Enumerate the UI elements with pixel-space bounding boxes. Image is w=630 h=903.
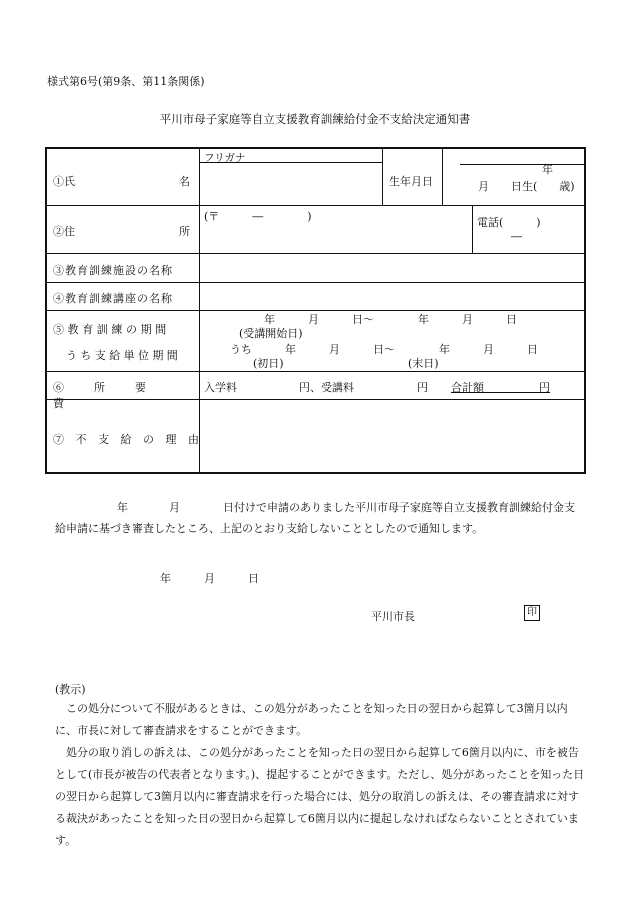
tuition-label: 円、受講料 (299, 381, 354, 394)
issuer-name: 平川市長 (371, 610, 415, 623)
name-label: ①氏 (53, 175, 75, 188)
name-field[interactable] (204, 167, 379, 203)
training-period-dates[interactable]: 年 月 日～ 年 月 日 (264, 313, 517, 326)
birth-year-label: 年 (542, 163, 553, 176)
nonpayment-reason-label: ⑦不支給の理由 (53, 433, 211, 446)
training-facility-label: ③教育訓練施設の名称 (53, 264, 173, 277)
form-number-label: 様式第6号(第9条、第11条関係) (47, 75, 205, 88)
training-course-label: ④教育訓練講座の名称 (53, 292, 173, 305)
address-label-suffix: 所 (179, 225, 190, 238)
application-table (45, 147, 586, 474)
furigana-label: フリガナ (204, 152, 246, 164)
nonpayment-reason-field[interactable] (204, 404, 582, 470)
training-course-field[interactable] (204, 286, 582, 308)
course-start-note: (受講開始日) (239, 327, 303, 340)
entrance-fee-label: 入学料 (204, 381, 237, 394)
first-day-note: (初日) (253, 357, 284, 370)
cost-label-text: ⑥所要費 (53, 381, 176, 410)
birth-month-day-age: 月 日生( 歳) (478, 180, 575, 193)
last-day-note: (末日) (408, 357, 439, 370)
payment-unit-dates[interactable]: うち 年 月 日～ 年 月 日 (230, 343, 538, 356)
notice-body: 日付けで申請のありました平川市母子家庭等自立支援教育訓練給付金支給申請に基づき審査したところ、上記のとおり支給しないこととしたので通知します。 (55, 501, 575, 535)
instruction-paragraph-2: 処分の取り消しの訴えは、この処分があったことを知った日の翌日から起算して6箇月以内に、市を被告として(市長が被告の代表者となります。)、提起することができます。ただし、処分があったことを知った日の翌日から起算して3箇月以内に審査請求を行った場合には、処分の取消しの訴えは、その審査請求に対する裁決があったことを知った日の翌日から起算して6箇月以内に提起しなければならないこととされています。 (55, 746, 585, 847)
document-title: 平川市母子家庭等自立支援教育訓練給付金不支給決定通知書 (159, 112, 471, 126)
total-amount-field[interactable]: 合計額 円 (451, 381, 550, 394)
notice-text (55, 497, 585, 539)
payment-unit-period-label: うち支給単位期間 (66, 349, 182, 362)
training-period-label: ⑤教育訓練の期間 (53, 323, 170, 336)
phone-dash: ― (511, 230, 522, 243)
issue-date[interactable]: 年 月 日 (160, 572, 259, 585)
address-label: ②住 (53, 225, 75, 238)
instruction-title: (教示) (55, 683, 86, 696)
notice-year: 年 (117, 501, 128, 514)
birthdate-label: 生年月日 (389, 175, 433, 188)
postal-code-field[interactable]: (〒 ― ) (204, 210, 312, 223)
cost-label (53, 379, 193, 411)
notice-month: 月 (169, 501, 180, 514)
name-label-suffix: 名 (179, 175, 190, 188)
seal-stamp: 印 (524, 605, 540, 621)
tuition-yen-label: 円 (417, 381, 428, 394)
training-facility-field[interactable] (204, 257, 582, 279)
instruction-paragraph-1: この処分について不服があるときは、この処分があったことを知った日の翌日から起算して3箇月以内に、市長に対して審査請求をすることができます。 (55, 702, 568, 737)
phone-label: 電話( ) (477, 216, 541, 229)
